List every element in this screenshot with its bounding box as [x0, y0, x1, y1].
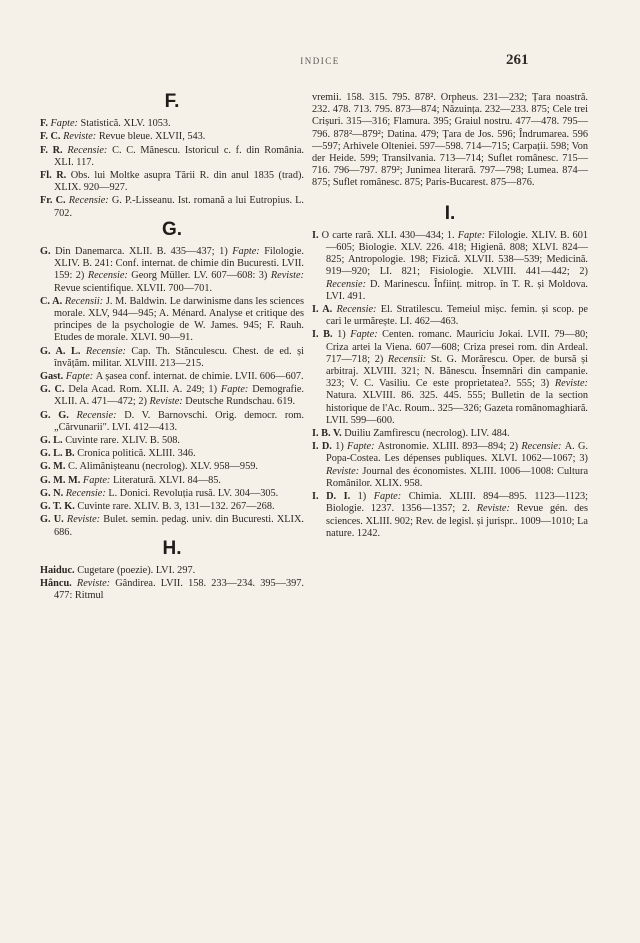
index-entry	[40, 488, 304, 500]
entry-category: Recensii:	[387, 353, 431, 365]
index-entry	[40, 578, 304, 602]
entry-text: Astronomie. XLIII. 893—894; 2)	[377, 441, 522, 453]
entry-text: Georg Müller. LV. 607—608: 3)	[131, 270, 271, 282]
entry-text: Revue gén. des sciences. XLIII. 902; Rev. de legisl. și jurispr.. 1009—1010; La nature. 1242.	[326, 503, 589, 539]
entry-author: G. A. L.	[40, 345, 86, 357]
index-entry	[40, 435, 304, 447]
entry-category: Reviste:	[476, 503, 517, 515]
entry-category: Reviste:	[66, 514, 104, 526]
index-entry	[40, 195, 304, 219]
entry-text: G. P.-Lisseanu. Ist. romană a lui Eutropius. L. 702.	[54, 195, 305, 219]
entry-text: Cugetare (poezie). LVI. 297.	[77, 564, 196, 576]
entry-category: Fapte:	[350, 329, 383, 341]
entry-text: Demografie. XLII. A. 471—472; 2)	[54, 384, 304, 408]
index-entry	[40, 501, 304, 513]
entry-author: I.	[312, 229, 322, 241]
index-entry	[40, 448, 304, 460]
entry-category: Fapte:	[373, 491, 409, 503]
entry-category: Fapte:	[220, 384, 253, 396]
entry-text: Cap. Th. Stănculescu. Chest. de ed. și învățăm. militar. XLVIII. 213—215.	[54, 345, 304, 369]
index-entry-continuation	[312, 92, 588, 190]
entry-author: C. A.	[40, 295, 65, 307]
index-entry	[40, 170, 304, 194]
entry-author: G. G.	[40, 409, 77, 421]
entry-text: D. V. Barnovschi. Orig. democr. rom. „Cărvunarii". LVI. 412—413.	[54, 409, 304, 433]
entry-author: I. D.	[312, 441, 336, 453]
entry-text: Filologie. XLIV. B. 601—605; Biologie. XLV. 226. 418; Higienă. 808; XLVI. 824—825; Antropologie. 198; Fizică. XLVII. 538—539; Medicină. 919—920; LI. 821; Fisiologie. XLVIII. 441—442; 2)	[326, 229, 588, 278]
entry-text: Statistică. XLV. 1053.	[80, 118, 171, 130]
entry-text: C. C. Mănescu. Istoricul c. f. din România. XLI. 117.	[54, 144, 305, 168]
entry-author: G. M. M.	[40, 474, 83, 486]
entry-category: Recensie:	[326, 278, 370, 290]
entry-category: Fapte:	[65, 371, 96, 383]
entry-author: G. L. B.	[40, 448, 78, 460]
entry-author: G. N.	[40, 487, 66, 499]
left-column	[40, 92, 304, 604]
entry-author: G. T. K.	[40, 501, 78, 513]
entry-category: Reviste:	[76, 578, 116, 590]
index-entry	[40, 246, 304, 295]
index-entry	[40, 346, 304, 370]
index-entry	[40, 565, 304, 577]
entry-category: Recensie:	[87, 270, 132, 282]
index-entry	[40, 461, 304, 473]
entry-category: Reviste:	[326, 465, 363, 477]
entry-text: Chimia. XLIII. 894—895. 1123—1123; Biologie. 1237. 1356—1357; 2.	[326, 491, 588, 515]
index-entry	[312, 491, 588, 540]
entry-text: A. G. Popa-Costea. Les dépenses publiques. XLVI. 1062—1067; 3)	[326, 441, 588, 465]
entry-text: Journal des économistes. XLIII. 1006—1008: Cultura Românilor. XLIX. 958.	[326, 465, 589, 489]
entry-text: Revue bleue. XLVII, 543.	[98, 131, 206, 143]
entry-text: Cuvinte rare. XLIV. B. 3, 131—132. 267—268.	[77, 501, 275, 513]
entry-text: vremii. 158. 315. 795. 878². Orpheus. 231—232; Țara noastră. 232. 478. 713. 795. 873—874; Năzuința. 232—233. 875; Cele trei Crișuri. 315—316; Flamura. 395; Graiul nostru. 477—478. 795—796. 878²—879²; Datina. 479; Țara de Jos. 596; Îndrumarea. 596—597; Arhivele Olteniei. 597—598. 714—715; Carpații. 598; Von der Heide. 599; Transilvania. 713—714; Suflet românesc. 715—716. 796—797. 879²; Junimea literară. 797—798; Lumea. 874—875; Suflet românesc. 875; Paris-Bucarest. 875—876.	[312, 92, 588, 189]
running-header: INDICE	[300, 56, 340, 66]
entry-category: Recensii:	[64, 295, 106, 307]
entry-category: Reviste:	[149, 396, 186, 408]
entry-text: Cronica politică. XLIII. 346.	[77, 448, 196, 460]
entry-category: Recensie:	[521, 441, 565, 453]
entry-author: I. A.	[312, 304, 337, 316]
index-entry	[40, 514, 304, 538]
entry-text: J. M. Baldwin. Le darwinisme dans les sciences morale. XLV, 944—945; A. Ménard. Analyse et critique des principes de la psychologie de W. James. 945; F. Rauh. Etudes de morale. XLVI. 90—91.	[54, 295, 304, 344]
entry-text: 1)	[357, 491, 374, 503]
entry-author: Hâncu.	[40, 578, 77, 590]
entry-author: G. L.	[40, 435, 66, 447]
entry-text: El. Stratilescu. Temeiul mișc. femin. și scop. pe cari le urmărește. LI. 462—463.	[326, 304, 588, 328]
entry-text: Cuvinte rare. XLIV. B. 508.	[65, 435, 180, 447]
index-entry	[312, 304, 588, 328]
entry-category: Recensie:	[85, 345, 132, 357]
entry-category: Fapte:	[50, 118, 81, 130]
entry-category: Recensie:	[336, 304, 381, 316]
right-column	[312, 92, 588, 541]
entry-text: Revue scientifique. XLVII. 700—701.	[54, 282, 213, 294]
entry-author: I. D. I.	[312, 491, 358, 503]
index-entry	[312, 428, 588, 440]
entry-author: Haiduc.	[40, 564, 78, 576]
entry-author: I. B. V.	[312, 428, 345, 440]
entry-text: Centen. romanc. Mauriciu Jokai. LVII. 79—80; Criza artei la Viena. 607—608; Criza presei rom. din Ardeal. 717—718; 2)	[326, 329, 588, 365]
entry-author: I. B.	[312, 329, 338, 341]
entry-text: Bulet. semin. pedag. univ. din Bucuresti. XLIX. 686.	[54, 514, 305, 538]
entry-author: Fr. C.	[40, 195, 69, 207]
index-entry	[40, 384, 304, 408]
entry-category: Fapte:	[347, 441, 378, 453]
entry-text: Obs. lui Moltke asupra Tării R. din anul 1835 (trad). XLIX. 920—927.	[54, 170, 304, 194]
section-letter: G.	[161, 218, 183, 240]
entry-text: D. Marinescu. Înființ. mitrop. în T. R. și Moldova. LVI. 491.	[326, 278, 589, 302]
index-entry	[40, 475, 304, 487]
entry-text: 1)	[337, 329, 351, 341]
entry-author: Fl. R.	[40, 170, 71, 182]
entry-author: F. R.	[40, 144, 68, 156]
index-entry	[40, 131, 304, 143]
entry-author: G. U.	[40, 514, 67, 526]
entry-text: Natura. XLVIII. 86. 325. 445. 555; Bulletin de la section historique de l'Ac. Roum.. 325—326; Gazeta românomaghiară. LVII. 599—600.	[326, 390, 588, 426]
entry-text: C. Alimănișteanu (necrolog). XLV. 958—959.	[68, 461, 258, 473]
section-letter: F.	[164, 91, 180, 112]
entry-text: Duiliu Zamfirescu (necrolog). LIV. 484.	[344, 428, 510, 440]
index-entry	[312, 329, 588, 427]
index-entry	[40, 296, 304, 345]
page-number: 261	[506, 52, 529, 68]
entry-author: F. C.	[40, 131, 64, 143]
entry-text: Deutsche Rundschau. 619.	[185, 396, 296, 408]
entry-category: Recensie:	[65, 487, 109, 499]
index-entry	[40, 410, 304, 434]
entry-category: Fapte:	[232, 246, 265, 258]
index-entry	[312, 441, 588, 490]
index-entry	[40, 371, 304, 383]
entry-author: F.	[40, 118, 51, 130]
entry-text: Gândirea. LVII. 158. 233—234. 395—397. 477: Ritmul	[54, 578, 304, 602]
index-entry	[40, 118, 304, 130]
section-letter: H.	[162, 537, 182, 559]
entry-category: Recensie:	[67, 144, 113, 156]
entry-text: Filologie. XLIV. B. 241: Conf. internat. de chimie din Bucuresti. LVII. 159: 2)	[54, 246, 304, 282]
entry-category: Reviste:	[554, 378, 588, 390]
index-entry	[312, 230, 588, 303]
entry-text: Dela Acad. Rom. XLII. A. 249; 1)	[68, 384, 221, 396]
entry-text: St. G. Morărescu. Oper. de bursă și arbitraj. XLVIII. 321; N. Bănescu. Însemnări din campanie. 323; V. C. Vasiliu. Ce este proprietatea?. 555; 3)	[326, 353, 588, 390]
entry-text: 1)	[335, 441, 348, 453]
entry-text: A șasea conf. internat. de chimie. LVII. 606—607.	[95, 371, 304, 383]
entry-text: O carte rară. XLI. 430—434; 1.	[321, 229, 458, 241]
entry-author: Gast.	[40, 371, 66, 383]
entry-author: G. M.	[40, 461, 69, 473]
entry-author: G. C.	[40, 384, 69, 396]
entry-category: Fapte:	[82, 474, 113, 486]
index-entry	[40, 145, 304, 169]
entry-text: Din Danemarca. XLII. B. 435—437; 1)	[55, 246, 233, 258]
entry-category: Recensie:	[68, 195, 112, 207]
entry-text: Literatură. XLVI. 84—85.	[112, 474, 221, 486]
entry-text: L. Donici. Revoluția rusă. LV. 304—305.	[108, 487, 279, 499]
entry-category: Fapte:	[457, 229, 489, 241]
entry-category: Reviste:	[270, 270, 304, 282]
entry-category: Recensie:	[76, 409, 125, 421]
entry-category: Reviste:	[63, 131, 99, 143]
section-letter: I.	[444, 202, 456, 224]
entry-author: G.	[40, 246, 56, 258]
